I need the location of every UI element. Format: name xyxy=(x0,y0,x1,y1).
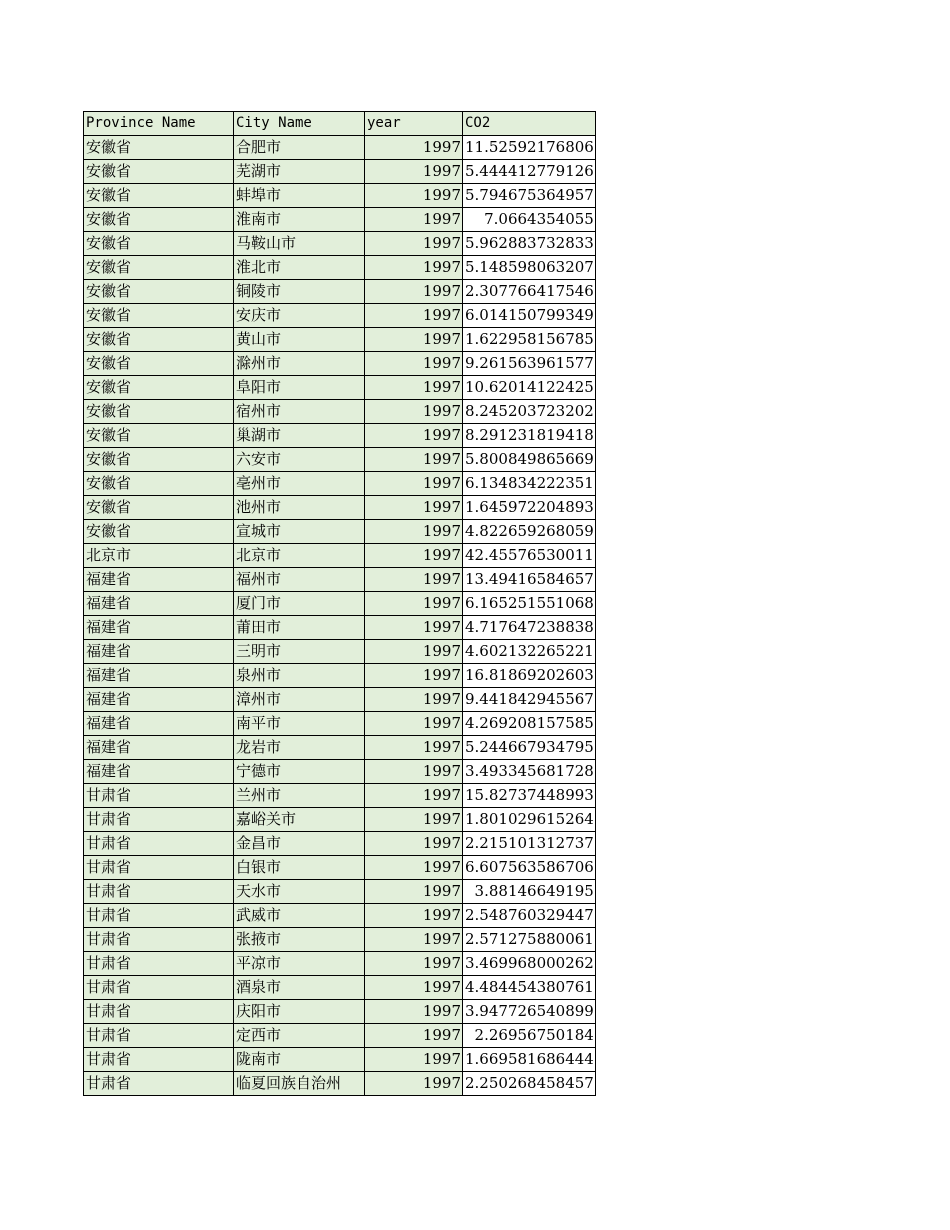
co2-cell[interactable]: 16.81869202603 xyxy=(463,664,596,688)
city-cell[interactable]: 六安市 xyxy=(234,448,365,472)
table-row xyxy=(84,1048,596,1072)
city-cell[interactable]: 三明市 xyxy=(234,640,365,664)
city-cell[interactable]: 天水市 xyxy=(234,880,365,904)
city-cell[interactable]: 滁州市 xyxy=(234,352,365,376)
table-row xyxy=(84,448,596,472)
co2-cell[interactable]: 1.801029615264 xyxy=(463,808,596,832)
province-cell[interactable]: 甘肃省 xyxy=(84,976,234,1000)
province-cell[interactable]: 福建省 xyxy=(84,760,234,784)
table-body xyxy=(84,136,596,1096)
province-cell[interactable]: 甘肃省 xyxy=(84,928,234,952)
province-cell[interactable]: 安徽省 xyxy=(84,400,234,424)
province-cell[interactable]: 安徽省 xyxy=(84,184,234,208)
year-cell[interactable]: 1997 xyxy=(365,256,463,280)
table-row xyxy=(84,328,596,352)
co2-cell[interactable]: 15.82737448993 xyxy=(463,784,596,808)
table-row xyxy=(84,808,596,832)
city-cell[interactable]: 芜湖市 xyxy=(234,160,365,184)
co2-cell[interactable]: 2.250268458457 xyxy=(463,1072,596,1096)
province-cell[interactable]: 甘肃省 xyxy=(84,904,234,928)
table-row xyxy=(84,976,596,1000)
co2-cell[interactable]: 3.493345681728 xyxy=(463,760,596,784)
year-cell[interactable]: 1997 xyxy=(365,736,463,760)
year-cell[interactable]: 1997 xyxy=(365,760,463,784)
year-cell[interactable]: 1997 xyxy=(365,880,463,904)
province-cell[interactable]: 甘肃省 xyxy=(84,856,234,880)
co2-cell[interactable]: 5.794675364957 xyxy=(463,184,596,208)
city-cell[interactable]: 庆阳市 xyxy=(234,1000,365,1024)
table-row xyxy=(84,1000,596,1024)
co2-cell[interactable]: 6.165251551068 xyxy=(463,592,596,616)
year-cell[interactable]: 1997 xyxy=(365,136,463,160)
province-cell[interactable]: 甘肃省 xyxy=(84,1024,234,1048)
year-cell[interactable]: 1997 xyxy=(365,640,463,664)
province-cell[interactable]: 安徽省 xyxy=(84,352,234,376)
table-row xyxy=(84,376,596,400)
co2-cell[interactable]: 8.245203723202 xyxy=(463,400,596,424)
table-row xyxy=(84,352,596,376)
header-co2[interactable]: CO2 xyxy=(463,112,596,136)
city-cell[interactable]: 嘉峪关市 xyxy=(234,808,365,832)
co2-cell[interactable]: 5.800849865669 xyxy=(463,448,596,472)
province-cell[interactable]: 福建省 xyxy=(84,688,234,712)
city-cell[interactable]: 合肥市 xyxy=(234,136,365,160)
co2-cell[interactable]: 2.548760329447 xyxy=(463,904,596,928)
table-row xyxy=(84,928,596,952)
city-cell[interactable]: 定西市 xyxy=(234,1024,365,1048)
year-cell[interactable]: 1997 xyxy=(365,592,463,616)
year-cell[interactable]: 1997 xyxy=(365,1072,463,1096)
year-cell[interactable]: 1997 xyxy=(365,928,463,952)
province-cell[interactable]: 安徽省 xyxy=(84,160,234,184)
year-cell[interactable]: 1997 xyxy=(365,376,463,400)
province-cell[interactable]: 甘肃省 xyxy=(84,1000,234,1024)
province-cell[interactable]: 安徽省 xyxy=(84,424,234,448)
year-cell[interactable]: 1997 xyxy=(365,1000,463,1024)
city-cell[interactable]: 马鞍山市 xyxy=(234,232,365,256)
table-row xyxy=(84,520,596,544)
city-cell[interactable]: 阜阳市 xyxy=(234,376,365,400)
city-cell[interactable]: 黄山市 xyxy=(234,328,365,352)
co2-cell[interactable]: 5.962883732833 xyxy=(463,232,596,256)
city-cell[interactable]: 白银市 xyxy=(234,856,365,880)
co2-cell[interactable]: 6.607563586706 xyxy=(463,856,596,880)
province-cell[interactable]: 福建省 xyxy=(84,664,234,688)
co2-cell[interactable]: 7.0664354055 xyxy=(463,208,596,232)
year-cell[interactable]: 1997 xyxy=(365,184,463,208)
province-cell[interactable]: 甘肃省 xyxy=(84,952,234,976)
province-cell[interactable]: 安徽省 xyxy=(84,280,234,304)
co2-cell[interactable]: 4.717647238838 xyxy=(463,616,596,640)
year-cell[interactable]: 1997 xyxy=(365,616,463,640)
year-cell[interactable]: 1997 xyxy=(365,568,463,592)
co2-cell[interactable]: 13.49416584657 xyxy=(463,568,596,592)
co2-cell[interactable]: 1.645972204893 xyxy=(463,496,596,520)
co2-cell[interactable]: 1.669581686444 xyxy=(463,1048,596,1072)
table-row xyxy=(84,592,596,616)
year-cell[interactable]: 1997 xyxy=(365,208,463,232)
table-row xyxy=(84,832,596,856)
city-cell[interactable]: 宿州市 xyxy=(234,400,365,424)
province-cell[interactable]: 甘肃省 xyxy=(84,1072,234,1096)
table-row xyxy=(84,664,596,688)
year-cell[interactable]: 1997 xyxy=(365,232,463,256)
co2-cell[interactable]: 4.269208157585 xyxy=(463,712,596,736)
city-cell[interactable]: 厦门市 xyxy=(234,592,365,616)
city-cell[interactable]: 陇南市 xyxy=(234,1048,365,1072)
year-cell[interactable]: 1997 xyxy=(365,856,463,880)
year-cell[interactable]: 1997 xyxy=(365,544,463,568)
city-cell[interactable]: 张掖市 xyxy=(234,928,365,952)
city-cell[interactable]: 金昌市 xyxy=(234,832,365,856)
city-cell[interactable]: 兰州市 xyxy=(234,784,365,808)
city-cell[interactable]: 北京市 xyxy=(234,544,365,568)
province-cell[interactable]: 甘肃省 xyxy=(84,808,234,832)
city-cell[interactable]: 铜陵市 xyxy=(234,280,365,304)
city-cell[interactable]: 武威市 xyxy=(234,904,365,928)
co2-cell[interactable]: 2.571275880061 xyxy=(463,928,596,952)
table-row xyxy=(84,304,596,328)
co2-cell[interactable]: 10.62014122425 xyxy=(463,376,596,400)
table-row xyxy=(84,736,596,760)
co2-cell[interactable]: 4.822659268059 xyxy=(463,520,596,544)
city-cell[interactable]: 南平市 xyxy=(234,712,365,736)
co2-cell[interactable]: 2.307766417546 xyxy=(463,280,596,304)
table-row xyxy=(84,904,596,928)
table-row xyxy=(84,232,596,256)
year-cell[interactable]: 1997 xyxy=(365,712,463,736)
year-cell[interactable]: 1997 xyxy=(365,952,463,976)
co2-cell[interactable]: 8.291231819418 xyxy=(463,424,596,448)
co2-cell[interactable]: 4.602132265221 xyxy=(463,640,596,664)
year-cell[interactable]: 1997 xyxy=(365,448,463,472)
city-cell[interactable]: 福州市 xyxy=(234,568,365,592)
co2-cell[interactable]: 42.45576530011 xyxy=(463,544,596,568)
table-row xyxy=(84,1072,596,1096)
province-cell[interactable]: 北京市 xyxy=(84,544,234,568)
table-row xyxy=(84,712,596,736)
year-cell[interactable]: 1997 xyxy=(365,976,463,1000)
year-cell[interactable]: 1997 xyxy=(365,304,463,328)
table-row xyxy=(84,784,596,808)
table-row xyxy=(84,472,596,496)
province-cell[interactable]: 甘肃省 xyxy=(84,832,234,856)
province-cell[interactable]: 安徽省 xyxy=(84,520,234,544)
table-row xyxy=(84,280,596,304)
province-cell[interactable]: 福建省 xyxy=(84,616,234,640)
table-row xyxy=(84,544,596,568)
city-cell[interactable]: 安庆市 xyxy=(234,304,365,328)
co2-cell[interactable]: 3.469968000262 xyxy=(463,952,596,976)
city-cell[interactable]: 泉州市 xyxy=(234,664,365,688)
co2-cell[interactable]: 5.444412779126 xyxy=(463,160,596,184)
table-row xyxy=(84,568,596,592)
province-cell[interactable]: 福建省 xyxy=(84,640,234,664)
table-row xyxy=(84,952,596,976)
city-cell[interactable]: 淮南市 xyxy=(234,208,365,232)
city-cell[interactable]: 淮北市 xyxy=(234,256,365,280)
co2-cell[interactable]: 9.441842945567 xyxy=(463,688,596,712)
header-row xyxy=(84,112,596,136)
city-cell[interactable]: 蚌埠市 xyxy=(234,184,365,208)
year-cell[interactable]: 1997 xyxy=(365,520,463,544)
table-row xyxy=(84,616,596,640)
city-cell[interactable]: 亳州市 xyxy=(234,472,365,496)
table-row xyxy=(84,856,596,880)
table-row xyxy=(84,688,596,712)
city-cell[interactable]: 漳州市 xyxy=(234,688,365,712)
province-cell[interactable]: 甘肃省 xyxy=(84,880,234,904)
table-row xyxy=(84,184,596,208)
city-cell[interactable]: 巢湖市 xyxy=(234,424,365,448)
province-cell[interactable]: 安徽省 xyxy=(84,376,234,400)
province-cell[interactable]: 甘肃省 xyxy=(84,1048,234,1072)
city-cell[interactable]: 龙岩市 xyxy=(234,736,365,760)
year-cell[interactable]: 1997 xyxy=(365,496,463,520)
province-cell[interactable]: 安徽省 xyxy=(84,232,234,256)
province-cell[interactable]: 安徽省 xyxy=(84,304,234,328)
year-cell[interactable]: 1997 xyxy=(365,1024,463,1048)
year-cell[interactable]: 1997 xyxy=(365,400,463,424)
year-cell[interactable]: 1997 xyxy=(365,688,463,712)
table-row xyxy=(84,400,596,424)
co2-cell[interactable]: 5.244667934795 xyxy=(463,736,596,760)
province-cell[interactable]: 福建省 xyxy=(84,712,234,736)
co2-cell[interactable]: 11.52592176806 xyxy=(463,136,596,160)
year-cell[interactable]: 1997 xyxy=(365,664,463,688)
table-row xyxy=(84,640,596,664)
table-row xyxy=(84,880,596,904)
province-cell[interactable]: 福建省 xyxy=(84,592,234,616)
city-cell[interactable]: 池州市 xyxy=(234,496,365,520)
year-cell[interactable]: 1997 xyxy=(365,832,463,856)
province-cell[interactable]: 安徽省 xyxy=(84,328,234,352)
table-row xyxy=(84,208,596,232)
province-cell[interactable]: 安徽省 xyxy=(84,496,234,520)
province-cell[interactable]: 安徽省 xyxy=(84,136,234,160)
co2-cell[interactable]: 3.88146649195 xyxy=(463,880,596,904)
year-cell[interactable]: 1997 xyxy=(365,1048,463,1072)
city-cell[interactable]: 酒泉市 xyxy=(234,976,365,1000)
table-row xyxy=(84,760,596,784)
co2-cell[interactable]: 6.014150799349 xyxy=(463,304,596,328)
province-cell[interactable]: 甘肃省 xyxy=(84,784,234,808)
city-cell[interactable]: 平凉市 xyxy=(234,952,365,976)
province-cell[interactable]: 安徽省 xyxy=(84,448,234,472)
year-cell[interactable]: 1997 xyxy=(365,472,463,496)
co2-cell[interactable]: 9.261563961577 xyxy=(463,352,596,376)
year-cell[interactable]: 1997 xyxy=(365,352,463,376)
province-cell[interactable]: 安徽省 xyxy=(84,472,234,496)
table-row xyxy=(84,424,596,448)
city-cell[interactable]: 临夏回族自治州 xyxy=(234,1072,365,1096)
table-row xyxy=(84,496,596,520)
province-cell[interactable]: 福建省 xyxy=(84,736,234,760)
co2-cell[interactable]: 1.622958156785 xyxy=(463,328,596,352)
year-cell[interactable]: 1997 xyxy=(365,808,463,832)
table-row xyxy=(84,256,596,280)
table-row xyxy=(84,1024,596,1048)
data-table xyxy=(83,111,596,1096)
co2-cell[interactable]: 4.484454380761 xyxy=(463,976,596,1000)
city-cell[interactable]: 宣城市 xyxy=(234,520,365,544)
header-city-name[interactable]: City Name xyxy=(234,112,365,136)
co2-cell[interactable]: 2.26956750184 xyxy=(463,1024,596,1048)
co2-cell[interactable]: 2.215101312737 xyxy=(463,832,596,856)
province-cell[interactable]: 安徽省 xyxy=(84,208,234,232)
table-row xyxy=(84,160,596,184)
city-cell[interactable]: 莆田市 xyxy=(234,616,365,640)
table-row xyxy=(84,136,596,160)
co2-cell[interactable]: 6.134834222351 xyxy=(463,472,596,496)
co2-cell[interactable]: 3.947726540899 xyxy=(463,1000,596,1024)
year-cell[interactable]: 1997 xyxy=(365,160,463,184)
year-cell[interactable]: 1997 xyxy=(365,424,463,448)
province-cell[interactable]: 福建省 xyxy=(84,568,234,592)
year-cell[interactable]: 1997 xyxy=(365,280,463,304)
province-cell[interactable]: 安徽省 xyxy=(84,256,234,280)
year-cell[interactable]: 1997 xyxy=(365,904,463,928)
header-province-name[interactable]: Province Name xyxy=(84,112,234,136)
year-cell[interactable]: 1997 xyxy=(365,328,463,352)
co2-cell[interactable]: 5.148598063207 xyxy=(463,256,596,280)
year-cell[interactable]: 1997 xyxy=(365,784,463,808)
city-cell[interactable]: 宁德市 xyxy=(234,760,365,784)
header-year[interactable]: year xyxy=(365,112,463,136)
